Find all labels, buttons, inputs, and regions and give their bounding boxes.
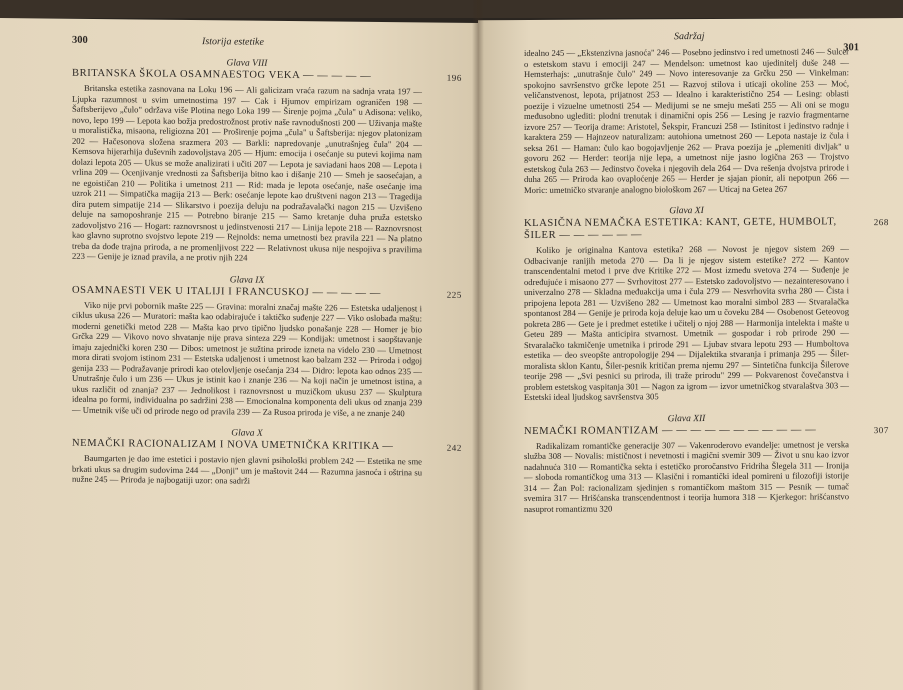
chapter-title	[524, 216, 889, 242]
chapter-page: 225	[446, 289, 462, 300]
chapter-title-dashes: — — — — — —	[559, 229, 643, 241]
chapter-title-dashes: — — — — — — — — — — —	[662, 423, 817, 436]
right-page-number: 301	[843, 42, 859, 54]
chapter-section	[72, 273, 462, 418]
chapter-section	[72, 427, 462, 488]
right-page-content	[524, 30, 889, 514]
chapter-title-text: OSAMNAESTI VEK U ITALIJI I FRANCUSKOJ	[72, 284, 310, 298]
left-page	[0, 18, 478, 690]
chapter-summary: Radikalizam romantičke generacije 307 — Vakenroderovo evandelje: umetnost je verska služba 308 — Novalis: mističnost i nevetnosti i magični svemir 309 — Život u snu kao izvor nadahnuća 310 — Romantička sekta i estetičko proročanstvo Fridriha Šlegela 311 — Ironija — sloboda romantičkog uma 313 — Klasični i romantički ideal pomireni u filozofiji istorije 314 — Žan Pol: racionalizam sjedinjen s romantičkom maštom 315 — Pesnik — tumač svemira 317 — Hrišćanska transcendentnost i teorija humora 318 — Kjerkegor: hrišćanstvo nasuprot romantizmu 320	[524, 438, 849, 514]
right-running-title: Sadržaj	[674, 31, 705, 43]
chapter-number: Glava IX	[229, 274, 265, 286]
chapter-page: 242	[446, 442, 462, 453]
chapter-number: Glava VIII	[226, 58, 268, 69]
background-top	[0, 0, 903, 18]
chapter-section	[524, 205, 889, 402]
chapter-number: Glava XII	[667, 413, 706, 424]
chapter-title	[72, 284, 462, 300]
chapter-section	[524, 413, 889, 514]
chapter-title-text: BRITANSKA ŠKOLA OSAMNAESTOG VEKA	[72, 67, 300, 82]
left-page-content	[72, 34, 462, 488]
chapter-continuation	[524, 46, 849, 195]
chapter-summary: Baumgarten je dao ime estetici i postavio njen glavni psihološki problem 242 — Estetika ne sme brkati ukus sa drugim sudovima 244 — „Donji" um je maštovit 244 — Razumna jasnoća i oštrina su nužne 245 — Priroda je najbogatiji uzor: ona sadrži	[72, 452, 422, 486]
chapter-section	[72, 57, 462, 265]
chapter-summary: Koliko je originalna Kantova estetika? 268 — Novost je njegov sistem 269 — Odbacivanje ranijih metoda 270 — Da li je njegov sistem estetike? 272 — Kantov transcendentalni metod i prve dve Kritike 272 — Most između svetova 274 — Suđenje je određujuće i misaono 277 — Svrhovitost 277 — Estetsko zadovoljstvo — nezainteresovano i univerzalno 278 — Skladna međuakcija uma i čula 279 — Nesvrhovita svrha 280 — Čista i pripojena lepota 281 — Uzvišeno 282 — Umetnost kao moralni simbol 283 — Stvaralačka spontanost 284 — Genije je priroda koja deluje kao um u čoveku 284 — Osobenost Geteovog pokreta 286 — Gete je i predmet estetike i učitelj o njoj 288 — Harmonija intelekta i mašte u Geteu 289 — Mašta anticipira stvarnost. Umetnik — gospodar i rob prirode 290 — Stvaralačko takmičenje umetnika i prirode 291 — Ljubav stvara lepotu 293 — Humboltova estetika — deo sveopšte antropologije 294 — Dijalektika stvaranja i primanja 295 — Šiler-moralista sklon Kantu, Šiler-pesnik kritičan prema njemu 297 — Sintetična funkcija Šilerove teorije 298 — „Svi pesnici su priroda, ili traže prirodu" 299 — Pokvarenost čovečanstva i problem estetskog vaspitanja 301 — Nagon za igrom — izvor umetničkog stvaralaštva 303 — Estetski ideal ljudskog savršenstva 305	[524, 243, 849, 402]
chapter-title-text: KLASIČNA NEMAČKA ESTETIKA: KANT, GETE, HUMBOLT, ŠILER	[524, 216, 837, 241]
right-running-head	[524, 30, 859, 54]
chapter-title-dashes: — — — — —	[302, 70, 372, 82]
chapter-page: 268	[873, 217, 889, 228]
left-running-head	[72, 35, 422, 55]
right-page	[478, 18, 903, 690]
chapter-title-text: NEMAČKI ROMANTIZAM	[524, 424, 659, 437]
left-running-title: Istorija estetike	[202, 36, 264, 48]
chapter-page: 196	[446, 72, 462, 83]
chapter-summary: Viko nije prvi pobornik mašte 225 — Gravina: moralni značaj mašte 226 — Estetska udaljenost i ciklus ukusa 226 — Muratori: mašta kao odabirajuće i taktičko suđenje 227 — Viko oslobađa maštu: moderni genetički metod 228 — Mašta kao prvo tipično ljudsko ponašanje 228 — Homer je bio Grčka 229 — Vikovo novo shvatanje nije prava sinteza 229 — Kondijak: umetnost i saopštavanje imaju zajednički koren 230 — Dibos: umetnost je sužtina prirode izneta na videlo 230 — Umetnost mora dirati svojom istinom 231 — Estetska udaljenost i umetnost kao balzam 232 — Priroda i odgoj genija 233 — Podražavanje prirodi kao otelovljenje osećanja 234 — Didro: lepota kao odnos 235 — Unutrašnje čulo i um 236 — Ukus je istinit kao i znanje 236 — Na koji način je umetnost istina, a ukus različit od znanja? 237 — Jednolikost i raznovrsnost u muzičkom ukusu 237 — Skulptura idealna po formi, individualna po sadržini 238 — Emocionalna komponenta deli ukus od znanja 239 — Umetnik više uči od prirode nego od pravila 239 — Za Rusoa priroda je više, a ne znanje 240	[72, 299, 422, 418]
chapter-number: Glava XI	[669, 206, 704, 217]
chapter-title	[72, 437, 462, 454]
left-page-number: 300	[72, 34, 88, 46]
book-gutter	[472, 0, 484, 690]
chapter-title-text: NEMAČKI RACIONALIZAM I NOVA UMETNIČKA KRITIKA	[72, 437, 380, 452]
chapter-title	[524, 423, 889, 438]
chapter-title-dashes: —	[382, 441, 394, 453]
chapter-page: 307	[873, 424, 889, 435]
chapter-summary: Britanska estetika zasnovana na Loku 196 — Ali galicizam vraća razum na sadnja vrata 197 — Ljupka razumnost u svim umetnostima 197 — Cak i Hjumov empirizam ograničen 198 — Šaftsberijevo „čulo" održava više Plotina nego Loka 199 — Širenje pojma „čula" u Adisona: veliko, novo, lepo 199 — Lepota kao božja predostrožnost protiv naše ravnodušnosti 200 — Uživanja mašte u moralistička, misaona, religiozna 201 — Proširenje pojma „čula" u Šaftsberija: njegov platonizam 202 — Hačesonova složena srazmera 203 — Barkli: napredovanje „unutrašnjeg čula" 204 — Kemsova hijerarhija duševnih zadovoljstava 205 — Hjum: emocija i osećanje su putevi kojima nam dolazi lepota 205 — Ukus se može analizirati i učiti 207 — Lepota je saviadani haos 208 — Lepota i vrlina 209 — Ocenjivanje vrednosti za Šaftsberija bitno kao i dišanje 210 — Smeh je saosećajan, a ne egoističan 210 — Politika i umetnost 211 — Rid: mada je lepota osećanje, naše osećanje ima uzrok 211 — Simpatička magija 213 — Berk: osećanje lepote kao društveni nagon 213 — Tragedija dira putem simpatije 214 — Slikarstvo i poezija deluju na podražavalački nagon 215 — Uzvišeno deluje na samoposhranje 215 — Potrebno biranje 215 — Samo kretanje duha pruža estetsko zadovoljstvo 216 — Hogart: raznovrsnost u jedinstvenosti 217 — Linija lepote 218 — Raznovrsnost kao glavno suprotno svojstvo lepote 219 — Rejnolds: nema umetnosti bez pravila 221 — Na platno treba da dođe trajna priroda, a ne promenljivost 222 — Relativnost ukusa nije nespojiva s pravilima 223 — Genije je iznad pravila, a ne protiv njih 224	[72, 82, 422, 263]
chapter-number: Glava X	[231, 428, 263, 439]
chapter-summary-continued: idealno 245 — „Ekstenzivna jasnoća" 246 — Posebno jedinstvo i red umetnosti 246 — Sulcer o estetskom stavu i emociji 247 — Mendelson: umetnost kao ujedinitelj duše 248 — Hemsterhajs: „unutrašnje čulo" 249 — Novo interesovanje za Grčku 250 — Vinkelman: spokojno savršenstvo grčke lepote 251 — Razvoj stilova i uticaji okoline 253 — Moć, veličanstvenost, lepota, prijatnost 253 — Idealno i karakteristično 254 — Lesing: oblasti poezije i vizuelne umetnosti 254 — Medijumi se ne smeju mešati 255 — Ali oni se mogu međusobno uglediti: plodni trenutak i dinamični opis 256 — Lesing je razvio fragmentarne izvore 257 — Teorija drame: Aristotel, Šekspir, Francuzi 258 — Istinitost i jedinstvo radnje i karaktera 259 — Hajnzeov naturalizam: autohiona umetnost 260 — Lepota nastaje iz čula i seksa 261 — Haman: čulo kao bogojavljenje 262 — Prava poezija je „plemeniti divljak" u govoru 262 — Herder: teorija nije lepa, a umetnost nije jasno logična 263 — Trojstvo estetskog čula 263 — Jedinstvo čoveka i njegovih dela 264 — Dva rešenja dvojstva prirode i duha 265 — Priroda kao ovaploćenje 265 — Herder je sjajan pionir, ali nepotpun 266 — Moric: umetničko stvaranje analogno biološkom 267 — Uticaj na Getea 267	[524, 46, 849, 195]
chapter-title	[72, 67, 462, 84]
chapter-title-dashes: — — — — —	[312, 286, 381, 299]
